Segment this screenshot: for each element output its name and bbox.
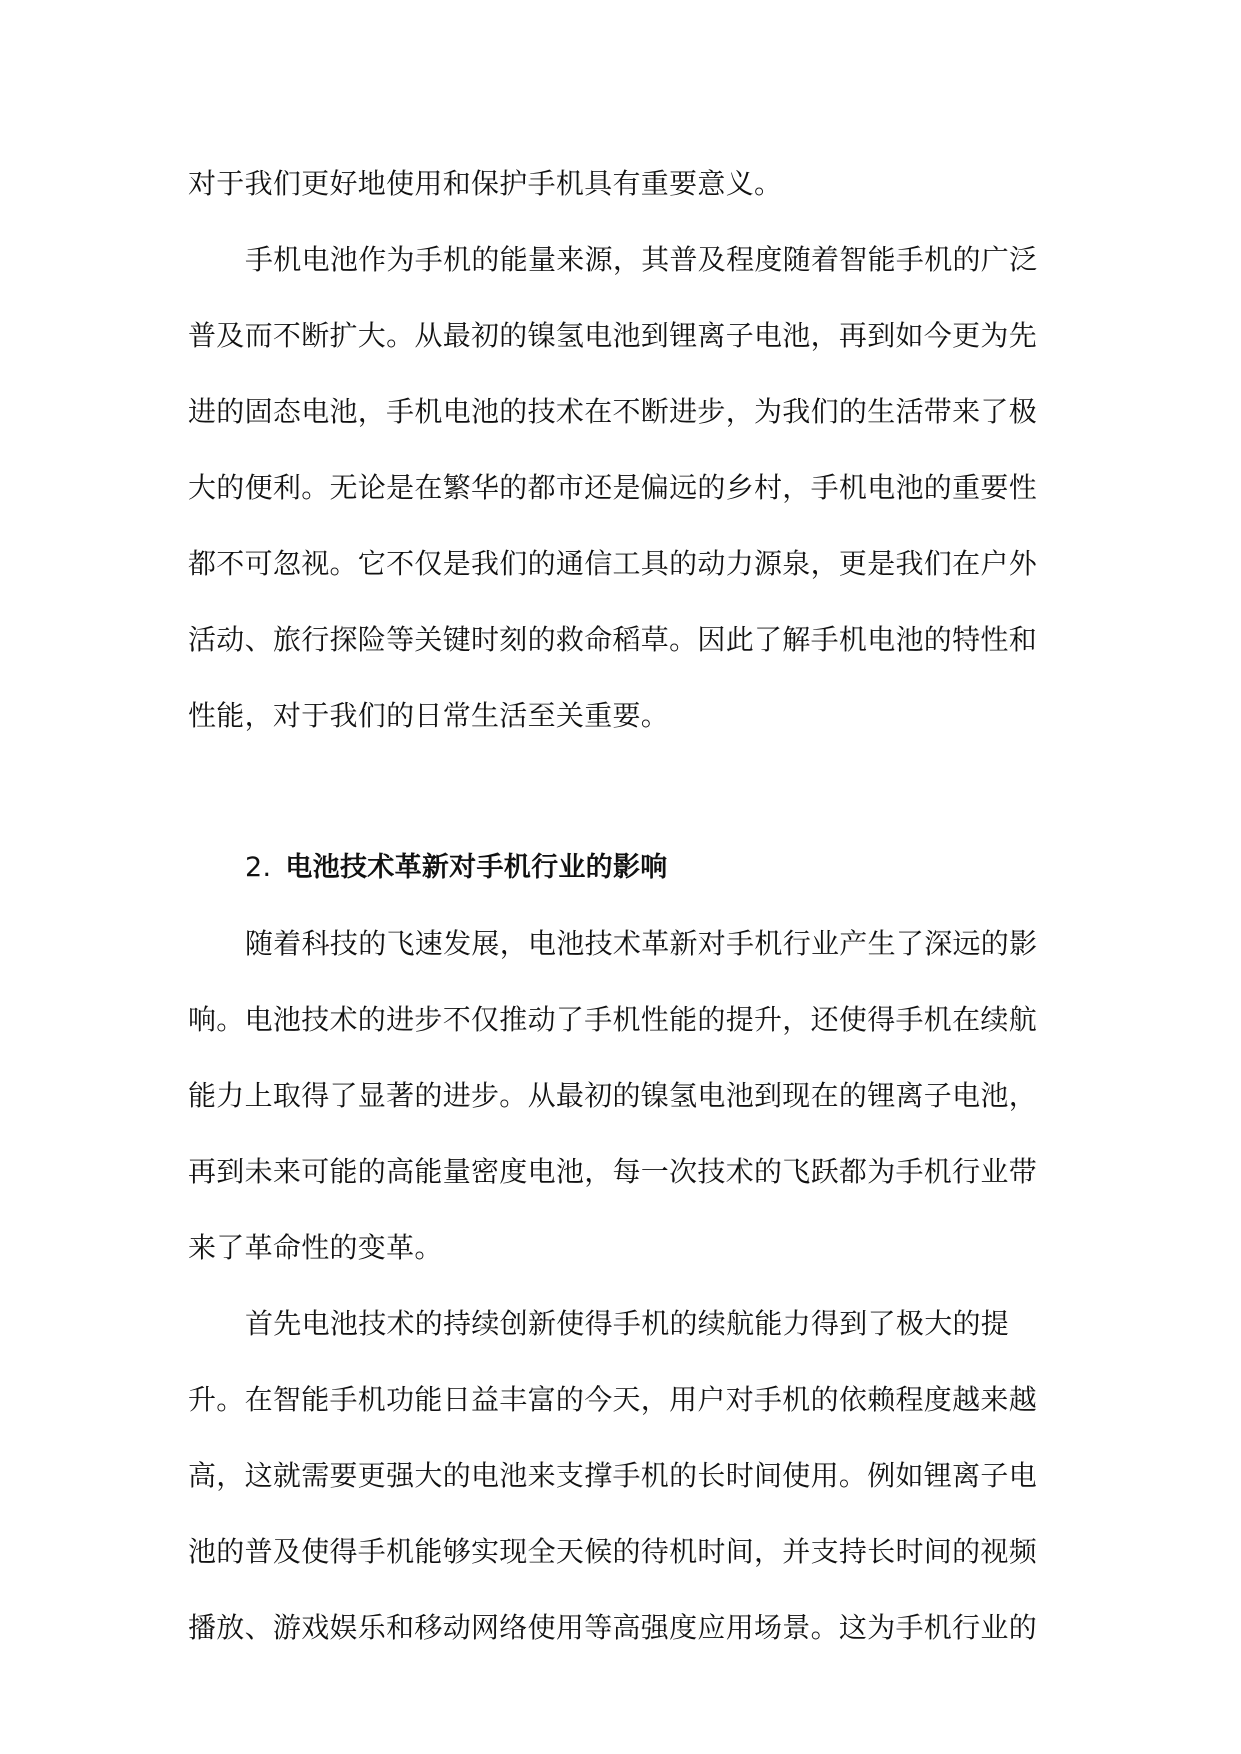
paragraph-line: 普及而不断扩大。从最初的镍氢电池到锂离子电池，再到如今更为先 [188, 319, 1038, 352]
paragraph-line: 响。电池技术的进步不仅推动了手机性能的提升，还使得手机在续航 [188, 1003, 1038, 1036]
document-body [188, 146, 1056, 1666]
paragraph-line: 播放、游戏娱乐和移动网络使用等高强度应用场景。这为手机行业的 [188, 1611, 1038, 1644]
paragraph-line: 手机电池作为手机的能量来源，其普及程度随着智能手机的广泛 [245, 243, 1038, 276]
paragraph-line: 池的普及使得手机能够实现全天候的待机时间，并支持长时间的视频 [188, 1535, 1038, 1568]
paragraph-line: 能力上取得了显著的进步。从最初的镍氢电池到现在的锂离子电池， [188, 1079, 1038, 1112]
paragraph-line: 再到未来可能的高能量密度电池，每一次技术的飞跃都为手机行业带 [188, 1155, 1038, 1188]
section-heading [188, 830, 1056, 906]
paragraph-line: 高，这就需要更强大的电池来支撑手机的长时间使用。例如锂离子电 [188, 1459, 1038, 1492]
paragraph-line: 升。在智能手机功能日益丰富的今天，用户对手机的依赖程度越来越 [188, 1383, 1038, 1416]
paragraph-line: 进的固态电池，手机电池的技术在不断进步，为我们的生活带来了极 [188, 395, 1038, 428]
section-spacer [188, 754, 1056, 830]
paragraph-line: 大的便利。无论是在繁华的都市还是偏远的乡村，手机电池的重要性 [188, 471, 1038, 504]
paragraph-line: 活动、旅行探险等关键时刻的救命稻草。因此了解手机电池的特性和 [188, 623, 1038, 656]
paragraph-line: 随着科技的飞速发展，电池技术革新对手机行业产生了深远的影 [245, 927, 1038, 960]
paragraph-line: 性能，对于我们的日常生活至关重要。 [188, 699, 670, 732]
section-title: 电池技术革新对手机行业的影响 [285, 852, 668, 883]
paragraph-line: 来了革命性的变革。 [188, 1231, 443, 1264]
paragraph-line: 都不可忽视。它不仅是我们的通信工具的动力源泉，更是我们在户外 [188, 547, 1038, 580]
paragraph-line: 对于我们更好地使用和保护手机具有重要意义。 [188, 167, 783, 200]
section-number: 2. [245, 852, 272, 883]
paragraph-line: 首先电池技术的持续创新使得手机的续航能力得到了极大的提 [245, 1307, 1010, 1340]
